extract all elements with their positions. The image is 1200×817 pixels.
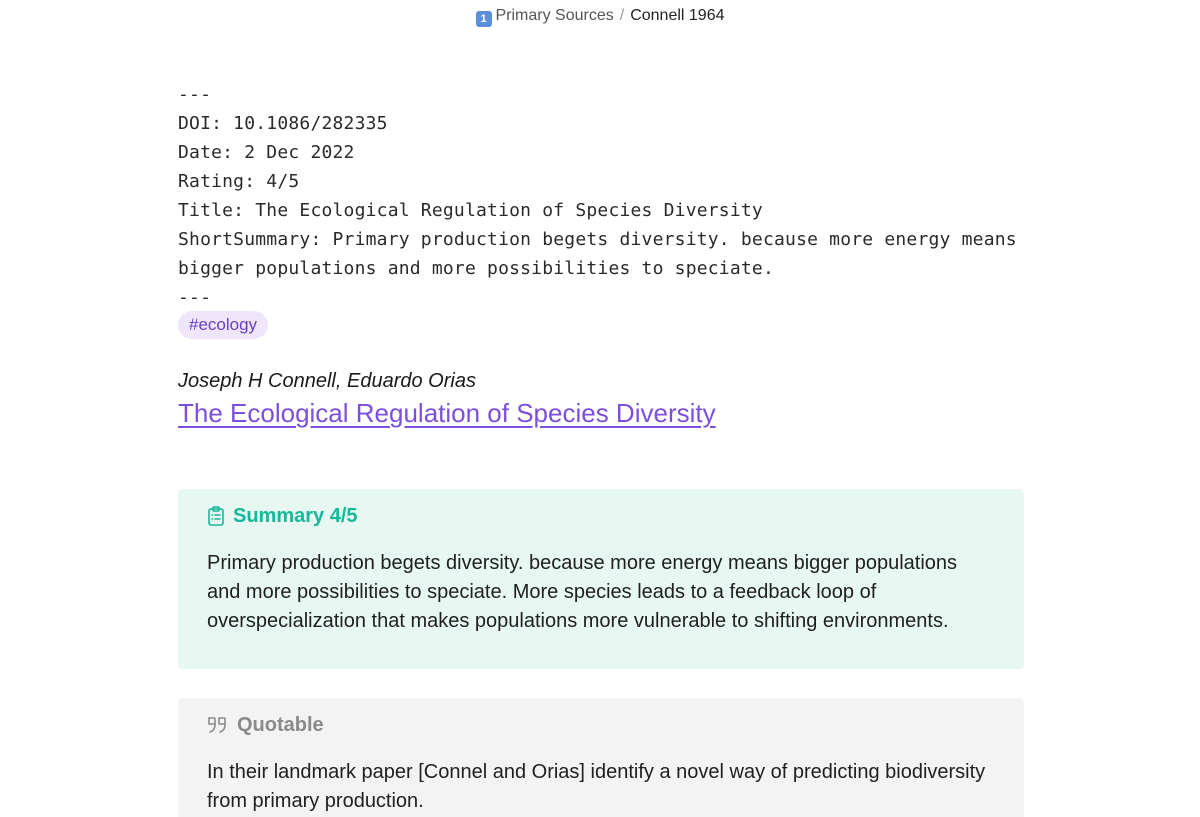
breadcrumb-parent-link[interactable]: Primary Sources [495, 7, 614, 24]
paper-authors: Joseph H Connell, Eduardo Orias [178, 370, 476, 392]
summary-callout-title: Summary 4/5 [233, 504, 358, 527]
frontmatter-doi: DOI: 10.1086/282335 [178, 113, 388, 134]
breadcrumb-separator: / [619, 7, 625, 24]
paper-title-link[interactable]: The Ecological Regulation of Species Diversity [178, 398, 716, 428]
quote-icon [207, 715, 229, 735]
quotable-callout [178, 698, 1024, 817]
quotable-callout-body: In their landmark paper [Connel and Orias] identify a novel way of predicting biodiversity from primary production. [207, 761, 986, 812]
clipboard-list-icon [207, 506, 225, 526]
summary-callout-body: Primary production begets diversity. because more energy means bigger populations and more possibilities to speciate. More species leads to a feedback loop of overspecialization that makes populations more vulnerable to shifting environments. [207, 552, 958, 632]
frontmatter-delimiter-close: --- [178, 287, 212, 308]
summary-callout [178, 489, 1024, 669]
keycap-one-icon: 1 [476, 11, 492, 27]
frontmatter-rating: Rating: 4/5 [178, 171, 300, 192]
frontmatter-date: Date: 2 Dec 2022 [178, 142, 355, 163]
frontmatter-title: Title: The Ecological Regulation of Species Diversity [178, 200, 763, 221]
frontmatter-delimiter-open: --- [178, 84, 212, 105]
tag-ecology[interactable]: #ecology [178, 311, 268, 339]
frontmatter-block[interactable] [178, 80, 1038, 312]
breadcrumb-current-page[interactable]: Connell 1964 [630, 7, 725, 24]
summary-callout-header[interactable] [207, 503, 995, 529]
frontmatter-short-summary: ShortSummary: Primary production begets diversity. because more energy means bigger populations and more possibilities to speciate. [178, 229, 1017, 279]
quotable-callout-header[interactable] [207, 712, 995, 738]
quotable-callout-title: Quotable [237, 713, 324, 736]
breadcrumb [0, 5, 1200, 27]
